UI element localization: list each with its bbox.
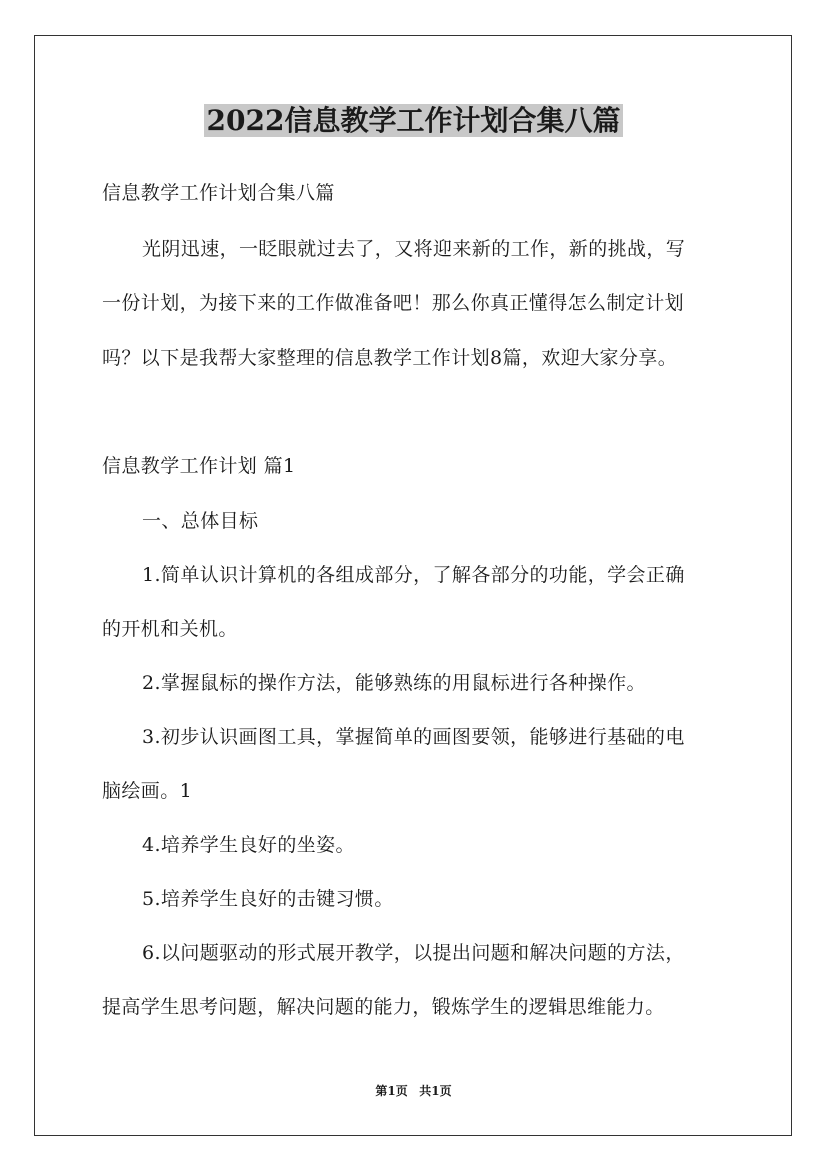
goal-line-6: 4.培养学生良好的坐姿。 (142, 834, 355, 856)
document-subtitle: 信息教学工作计划合集八篇 (102, 182, 335, 204)
document-title (0, 101, 827, 141)
goal-line-9: 提高学生思考问题，解决问题的能力，锻炼学生的逻辑思维能力。 (102, 996, 665, 1018)
goal-line-4: 3.初步认识画图工具，掌握简单的画图要领，能够进行基础的电 (142, 726, 685, 748)
goal-line-3: 2.掌握鼠标的操作方法，能够熟练的用鼠标进行各种操作。 (142, 672, 646, 694)
page-number: 第1页 (375, 1084, 408, 1098)
intro-line-2: 一份计划，为接下来的工作做准备吧！那么你真正懂得怎么制定计划 (102, 292, 685, 314)
goal-line-1: 1.简单认识计算机的各组成部分，了解各部分的功能，学会正确 (142, 564, 685, 586)
page-footer (0, 1083, 827, 1099)
goal-line-8: 6.以问题驱动的形式展开教学，以提出问题和解决问题的方法， (142, 942, 685, 964)
page-total: 共1页 (419, 1084, 452, 1098)
section-subheading: 一、总体目标 (142, 510, 259, 532)
intro-line-3: 吗？以下是我帮大家整理的信息教学工作计划8篇，欢迎大家分享。 (102, 347, 678, 369)
goal-line-7: 5.培养学生良好的击键习惯。 (142, 888, 394, 910)
intro-line-1: 光阴迅速，一眨眼就过去了，又将迎来新的工作，新的挑战，写 (142, 238, 686, 260)
section-heading: 信息教学工作计划 篇1 (102, 455, 296, 477)
goal-line-2: 的开机和关机。 (102, 618, 238, 640)
document-title-text: 2022信息教学工作计划合集八篇 (204, 104, 624, 137)
goal-line-5: 脑绘画。1 (102, 780, 193, 802)
